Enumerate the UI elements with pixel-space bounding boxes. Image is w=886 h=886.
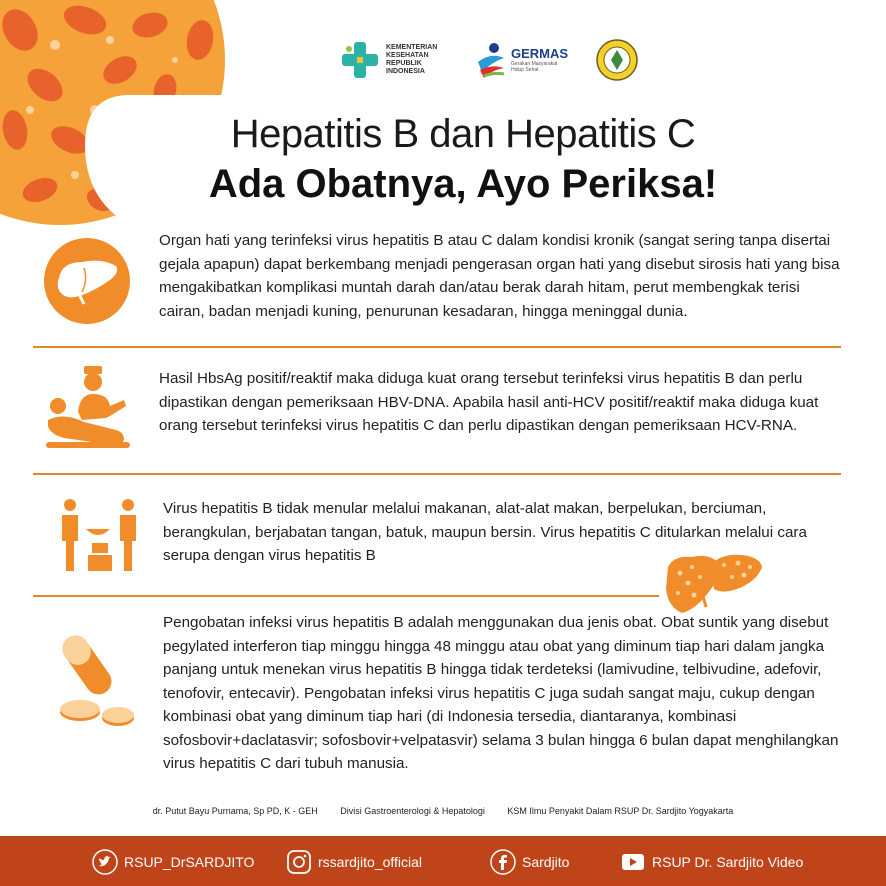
- social-instagram[interactable]: [286, 849, 422, 875]
- youtube-channel: RSUP Dr. Sardjito Video: [652, 854, 804, 870]
- sharing-food-icon: [60, 497, 140, 575]
- social-facebook[interactable]: [490, 849, 569, 875]
- divider-1: [33, 346, 841, 348]
- germas-subtitle: Gerakan Masyarakat Hidup Sehat: [511, 61, 558, 73]
- kemenkes-text: KEMENTERIAN KESEHATAN REPUBLIK INDONESIA: [386, 44, 438, 75]
- kemenkes-logo: [340, 40, 456, 80]
- germas-logo: [474, 40, 568, 80]
- twitter-icon: [92, 849, 118, 875]
- facebook-handle: Sardjito: [522, 854, 570, 870]
- logo-row: [340, 38, 638, 82]
- credit-author: dr. Putut Bayu Purnama, Sp PD, K - GEH: [152, 806, 318, 816]
- youtube-icon: [620, 849, 646, 875]
- section-2-text: Hasil HbsAg positif/reaktif maka diduga kuat orang tersebut terinfeksi virus hepatitis B dan perlu dipastikan dengan pemeriksaan HBV-DNA. Apabila hasil anti-HCV positif/reaktif maka diduga kuat orang tersebut terinfeksi virus hepatitis C dan perlu dipastikan dengan pemeriksaan HCV-RNA.: [159, 370, 819, 434]
- credit-ksm: KSM Ilmu Penyakit Dalam RSUP Dr. Sardjito Yogyakarta: [507, 806, 734, 816]
- divider-3: [33, 595, 659, 597]
- pills-icon: [58, 632, 138, 728]
- title-line-2: Ada Obatnya, Ayo Periksa!: [208, 162, 718, 206]
- social-twitter[interactable]: [92, 849, 254, 875]
- twitter-handle: RSUP_DrSARDJITO: [124, 854, 255, 870]
- social-footer-bar: [0, 836, 886, 886]
- section-3-text: Virus hepatitis B tidak menular melalui makanan, alat-alat makan, berpelukan, berciuman, berangkulan, berjabatan tangan, batuk, maupun bersin. Virus hepatitis C ditularkan melalui cara serupa dengan virus hepatitis B: [163, 500, 807, 564]
- germas-title: GERMAS: [511, 46, 569, 61]
- doctor-patient-icon: [44, 362, 132, 454]
- university-seal-icon: [596, 39, 638, 81]
- section-4-text: Pengobatan infeksi virus hepatitis B adalah menggunakan dua jenis obat. Obat suntik yang disebut pegylated interferon tiap minggu hingga 48 minggu atau obat yang diminum tiap hari dalam jangka panjang untuk menekan virus hepatitis B hingga tidak terdeteksi (lamivudine, telbivudine, adefovir, tenofovir, entecavir). Pengobatan infeksi virus hepatitis C juga sudah sangat maju, cukup dengan kombinasi obat yang diminum tiap hari (di Indonesia tersedia, diantaranya, kombinasi sofosbovir+daclatasvir; sofosbovir+velpatasvir) selama 3 bulan hingga 6 bulan dapat menghilangkan virus hepatitis C dari tubuh manusia.: [163, 614, 839, 772]
- divider-2: [33, 473, 841, 475]
- facebook-icon: [490, 849, 516, 875]
- germas-figure-icon: [474, 40, 508, 80]
- social-youtube[interactable]: [620, 849, 803, 875]
- credits: [0, 806, 886, 816]
- instagram-handle: rssardjito_official: [318, 854, 423, 870]
- instagram-icon: [286, 849, 312, 875]
- title-line-1: Hepatitis B dan Hepatitis C: [230, 112, 696, 156]
- section-1-text: Organ hati yang terinfeksi virus hepatitis B atau C dalam kondisi kronik (sangat sering tanpa disertai gejala apapun) dapat berkembang menjadi pengerasan organ hati yang disebut sirosis hati yang bisa mengakibatkan komplikasi muntah darah dan/atau berak darah hitam, perut membengkak terisi cairan, badan menjadi kuning, penurunan kesadaran, hingga meninggal dunia.: [159, 232, 840, 320]
- liver-icon: [44, 238, 130, 324]
- credit-division: Divisi Gastroenterologi & Hepatologi: [340, 806, 485, 816]
- kemenkes-cross-icon: [340, 40, 380, 80]
